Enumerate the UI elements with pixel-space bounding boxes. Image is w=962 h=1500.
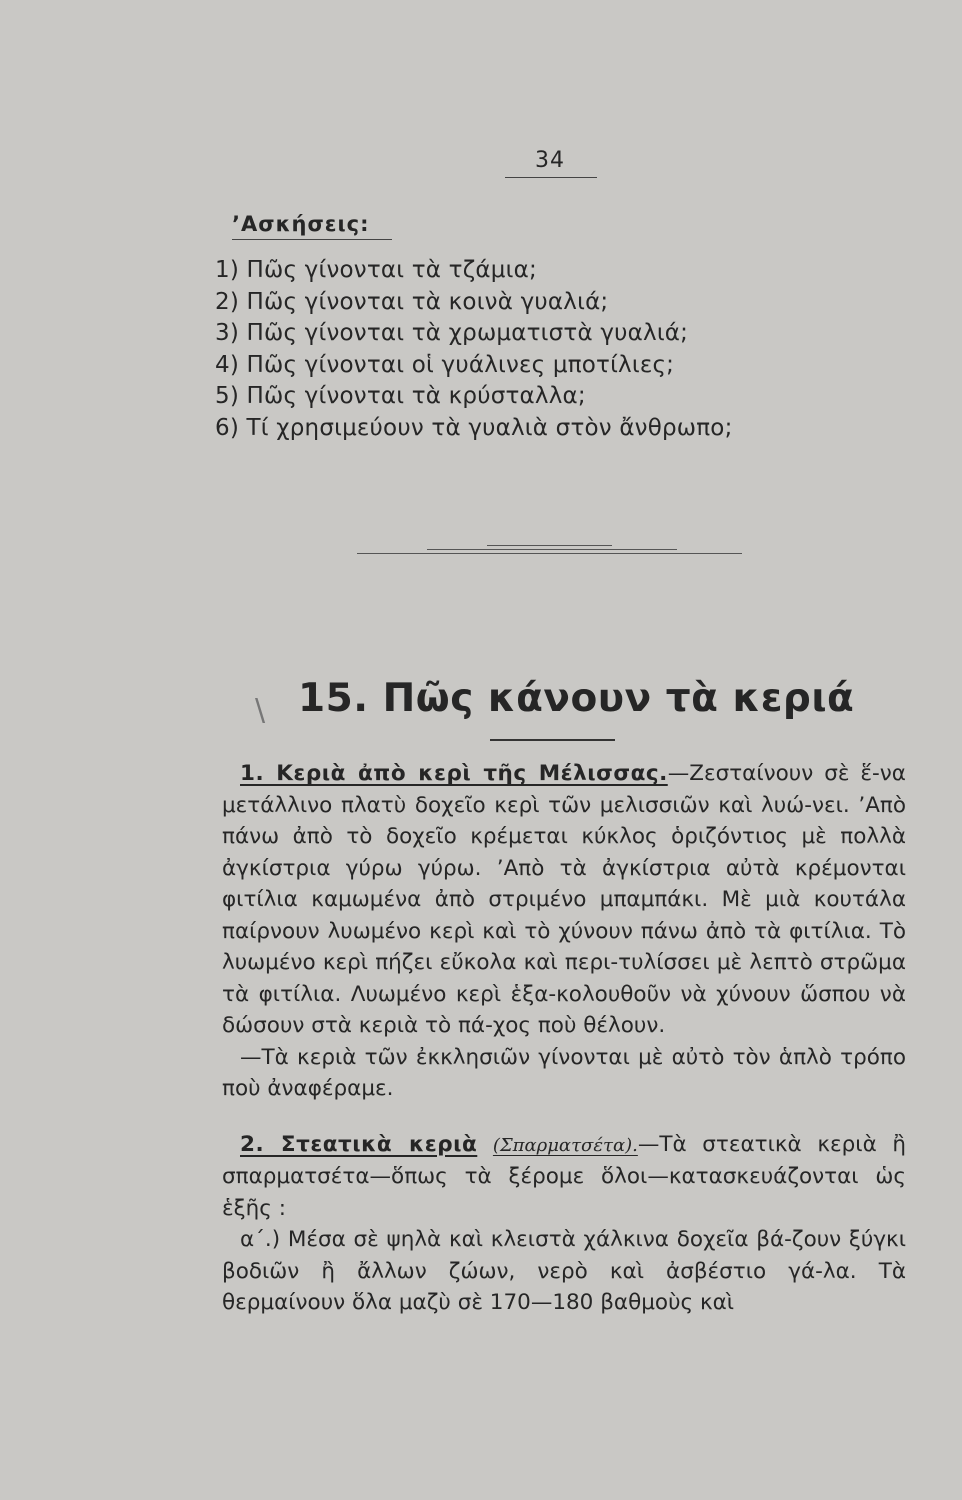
page-number-underline — [505, 177, 597, 178]
section-2-paragraph-2: α΄.) Μέσα σὲ ψηλὰ καὶ κλειστὰ χάλκινα δοχεῖα βά-ζουν ξύγκι βοδιῶν ἢ ἄλλων ζώων, νερὸ καὶ ἀσβέστιο γά-λα. Τὰ θερμαίνουν ὅλα μαζὺ σὲ 170—180 βαθμοὺς καὶ — [222, 1227, 906, 1315]
divider-ornament-bottom — [357, 553, 742, 554]
exercise-item: 3) Πῶς γίνονται τὰ χρωματιστὰ γυαλιά; — [215, 320, 689, 346]
chapter-title: 15. Πῶς κάνουν τὰ κεριά — [298, 676, 855, 721]
section-2-text: —Τὰ στεατικὰ κεριὰ ἢ σπαρματσέτα—ὅπως τὰ ξέρομε ὅλοι—κατασκευάζονται ὡς ἑξῆς : — [222, 1131, 907, 1221]
exercise-item: 2) Πῶς γίνονται τὰ κοινὰ γυαλιά; — [215, 288, 609, 315]
exercise-item: 5) Πῶς γίνονται τὰ κρύσταλλα; — [215, 383, 586, 409]
margin-pencil-mark: \ — [255, 693, 266, 728]
section-2-italic: (Σπαρματσέτα). — [492, 1134, 638, 1156]
exercises-heading: ’Ασκήσεις: — [232, 212, 370, 236]
divider-ornament-middle — [427, 549, 677, 550]
body-text — [222, 758, 906, 1319]
section-1-heading: 1. Κεριὰ ἀπὸ κερὶ τῆς Μέλισσας. — [240, 761, 668, 786]
exercises-list — [215, 255, 733, 444]
chapter-title-rule — [490, 739, 615, 741]
section-1-paragraph — [222, 758, 906, 1042]
exercises-heading-underline — [232, 239, 392, 240]
section-2-paragraph — [222, 1129, 906, 1225]
exercise-item: 1) Πῶς γίνονται τὰ τζάμια; — [215, 257, 537, 283]
exercise-item: 6) Τί χρησιμεύουν τὰ γυαλιὰ στὸν ἄνθρωπο; — [215, 414, 733, 441]
section-1-paragraph-2: —Τὰ κεριὰ τῶν ἐκκλησιῶν γίνονται μὲ αὐτὸ τὸν ἁπλὸ τρόπο ποὺ ἀναφέραμε. — [222, 1044, 906, 1101]
section-2-heading: 2. Στεατικὰ κεριὰ — [240, 1131, 478, 1157]
page-number: 34 — [535, 148, 565, 173]
divider-ornament-top — [487, 545, 612, 546]
exercise-item: 4) Πῶς γίνονται οἱ γυάλινες μποτίλιες; — [215, 351, 675, 378]
section-1-text: —Ζεσταίνουν σὲ ἕ-να μετάλλινο πλατὺ δοχεῖο κερὶ τῶν μελισσιῶν καὶ λυώ-νει. ’Απὸ πάνω ἀπὸ τὸ δοχεῖο κρέμεται κύκλος ὁριζόντιος μὲ πολλὰ ἀγκίστρια γύρω γύρω. ’Απὸ τὰ ἀγκίστρια αὐτὰ κρέμονται φιτίλια καμωμένα ἀπὸ στριμένο μπαμπάκι. Μὲ μιὰ κουτάλα παίρνουν λυωμένο κερὶ καὶ τὸ χύνουν πάνω ἀπὸ τὰ φιτίλια. Τὸ λυωμένο κερὶ πήζει εὔκολα καὶ περι-τυλίσσει μὲ λεπτὸ στρῶμα τὰ φιτίλια. Λυωμένο κερὶ ἑξα-κολουθοῦν νὰ χύνουν ὥσπου νὰ δώσουν στὰ κεριὰ τὸ πά-χος ποὺ θέλουν. — [222, 761, 906, 1038]
